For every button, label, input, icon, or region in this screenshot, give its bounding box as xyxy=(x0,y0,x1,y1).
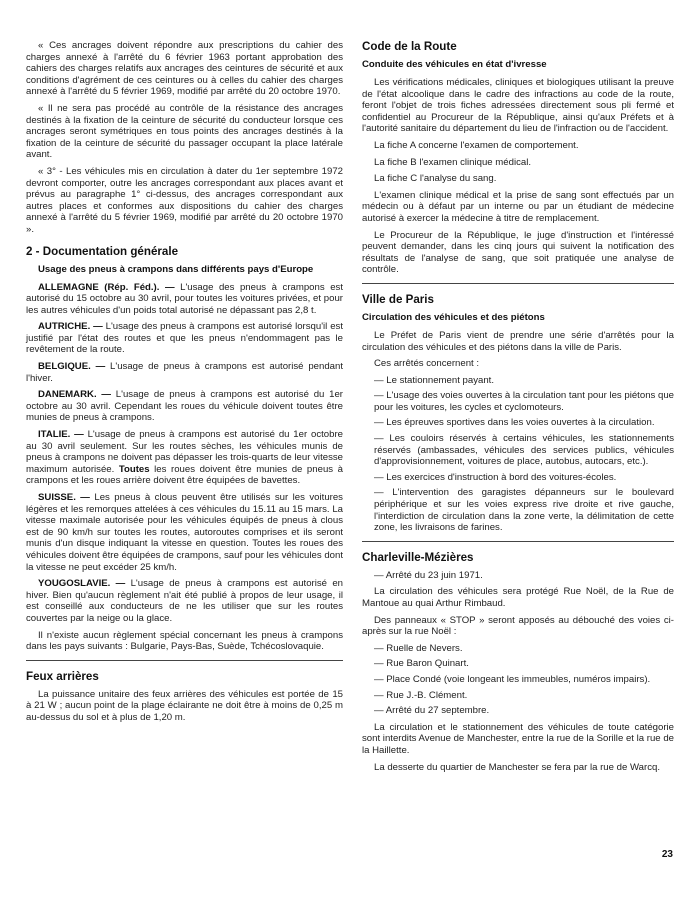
country-name: AUTRICHE. — xyxy=(38,321,103,333)
list-item: — Le stationnement payant. xyxy=(374,374,494,386)
country-paragraph-italie xyxy=(26,429,343,487)
country-text: L'usage de pneus à crampons est autorisé pendant l'hiver. xyxy=(26,361,344,384)
paragraph-fiche-c: La fiche C l'analyse du sang. xyxy=(374,173,497,185)
list-item: — Les exercices d'instruction à bord des voitures-écoles. xyxy=(374,471,617,483)
paragraph-avenue-manchester: La circulation et le stationnement des véhicules de toute catégorie sont interdits Avenue de Manchester, entre la rue de la Sorille et la rue de la Haillette. xyxy=(362,721,674,756)
paragraph-arrete-juin: — Arrêté du 23 juin 1971. xyxy=(374,569,483,581)
section-divider xyxy=(362,541,674,542)
country-name: DANEMARK. — xyxy=(38,389,111,401)
list-item: — Les couloirs réservés à certains véhicules, les stationnements réservés (ambassades, véhicules des services publics, véhicules d'approvisionnement, voitures de place, autobus, autocars, etc.). xyxy=(374,433,674,468)
country-paragraph-danemark xyxy=(26,389,343,424)
list-item: — Rue Baron Quinart. xyxy=(374,658,469,670)
section-heading-charleville: Charleville-Mézières xyxy=(362,550,474,564)
list-item: — Rue J.-B. Clément. xyxy=(374,689,468,701)
section-heading-code-route: Code de la Route xyxy=(362,40,457,53)
country-paragraph-suisse xyxy=(26,492,343,573)
subheading-circulation: Circulation des véhicules et des piétons xyxy=(362,311,545,323)
country-name: SUISSE. — xyxy=(38,492,90,503)
paragraph-controle-resistance: « Il ne sera pas procédé au contrôle de la résistance des ancrages destinés à la fixation de la ceinture de sécurité du conducteur lorsque ces ancrages seront symétriques en tous points des ancrages destinés à la fixation de la ceinture de sécurité du passager occupant la place latérale avant. xyxy=(26,102,343,161)
country-text: L'usage de pneus à crampons est autorisé en hiver. Bien qu'aucun règlement n'ait été publié à propos de leur usage, il est conseillé aux conducteurs de ne les utiliser que sur les routes couvertes par la neige ou la glace. xyxy=(26,578,344,624)
country-text: les roues doivent être munies de pneus à crampons et les roues arrière doivent être équipées de bavettes. xyxy=(26,463,343,487)
country-name: YOUGOSLAVIE. — xyxy=(38,578,126,590)
country-text: L'usage de pneus à crampons est autorisé du 1er octobre au 30 avril. Cependant les roues du véhicule doivent toutes être munies de pneus à crampons. xyxy=(26,389,344,424)
left-column xyxy=(26,40,343,729)
country-paragraph-belgique xyxy=(26,361,343,384)
paragraph-examen-clinique: L'examen clinique médical et la prise de sang sont effectués par un médecin ou à défaut par un interne ou par un étudiant de médecine autorisé à exercer la médecine à titre de remplacement. xyxy=(362,189,674,224)
paragraph-arretes-concernent: Ces arrêtés concernent : xyxy=(374,358,480,370)
list-item: — Les épreuves sportives dans les voies ouvertes à la circulation. xyxy=(374,417,655,429)
page-number: 23 xyxy=(661,849,673,861)
country-paragraph-allemagne xyxy=(26,282,343,317)
list-item: — Arrêté du 27 septembre. xyxy=(374,705,490,717)
section-divider xyxy=(362,283,674,284)
country-text: L'usage des pneus à crampons est autorisé du 15 octobre au 30 avril, pour toutes les voitures privées, et pour les autres véhicules d'un poids total autorisé ne dépassant pas 2,8 t. xyxy=(26,281,343,316)
paragraph-panneaux-stop: Des panneaux « STOP » seront apposés au débouché des voies ci-après sur la rue Noël : xyxy=(362,614,674,638)
subheading-pneus-crampons: Usage des pneus à crampons dans différents pays d'Europe xyxy=(38,263,314,275)
paragraph-feux-arrieres: La puissance unitaire des feux arrières des véhicules est portée de 15 à 21 W ; aucun point de la plage éclairante ne doit être à moins de 0,25 m au-dessus du sol et à plus de 1,20 m. xyxy=(26,688,343,723)
paragraph-fiche-b: La fiche B l'examen clinique médical. xyxy=(374,156,532,168)
section-divider xyxy=(26,660,343,661)
country-paragraph-autriche xyxy=(26,321,343,356)
section-heading-feux-arrieres: Feux arrières xyxy=(26,669,99,683)
arretes-list xyxy=(374,375,674,534)
list-item: — L'intervention des garagistes dépanneurs sur le boulevard périphérique et sur les voies express rive droite et rive gauche, l'interdiction de circulation dans la zone verte, la délimitation de cette zone, les livraisons de farines. xyxy=(374,487,674,534)
country-text-emphasis: Toutes xyxy=(118,463,150,475)
section-heading-documentation: 2 - Documentation générale xyxy=(26,244,179,258)
country-paragraph-yougoslavie xyxy=(26,578,343,624)
paragraph-ancrages-prescriptions: « Ces ancrages doivent répondre aux prescriptions du cahier des charges annexé à l'arrêté du 6 février 1963 portant approbation des cahiers des charges relatifs aux ancrages des ceintures de sécurité et aux conditions d'agrément de ces ceintures ou à celles du cahier des charges annexé à l'arrêté du 5 février 1969, modifié par arrêté du 20 octobre 1970. xyxy=(26,40,343,98)
right-column xyxy=(362,40,674,778)
list-item: — Ruelle de Nevers. xyxy=(374,642,463,654)
country-name: ITALIE. — xyxy=(38,429,84,441)
paragraph-aucun-reglement: Il n'existe aucun règlement spécial concernant les pneus à crampons dans les pays suivants : Bulgarie, Pays-Bas, Suède, Tchécoslovaquie. xyxy=(26,629,343,653)
paragraph-desserte: La desserte du quartier de Manchester se fera par la rue de Warcq. xyxy=(374,761,661,773)
paragraph-rue-noel: La circulation des véhicules sera protégé Rue Noël, de la Rue de Mantoue au quai Arthur Rimbaud. xyxy=(362,586,674,609)
paragraph-verifications: Les vérifications médicales, cliniques et biologiques utilisant la preuve de l'état alcoolique dans le cadre des infractions au code de la route, feront l'objet de trois fiches adressées directement sous pli fermé et confidentiel au Procureur de la République, ainsi qu'aux Préfets et à l'autorité sanitaire du département du lieu de l'infraction ou de l'accident. xyxy=(362,77,674,135)
paragraph-procureur: Le Procureur de la République, le juge d'instruction et l'intéressé peuvent demander, dans les cinq jours qui suivent la notification des résultats de l'analyse de sang, que soit pratiquée une analyse de contrôle. xyxy=(362,229,674,276)
paragraph-prefet-paris: Le Préfet de Paris vient de prendre une série d'arrêtés pour la circulation des véhicules et des piétons dans la ville de Paris. xyxy=(362,329,674,353)
list-item: — L'usage des voies ouvertes à la circulation tant pour les piétons que pour les voitures, les cycles et cyclomoteurs. xyxy=(374,390,674,413)
country-name: ALLEMAGNE (Rép. Féd.). — xyxy=(38,281,175,293)
list-item: — Place Condé (voie longeant les immeubles, numéros impairs). xyxy=(374,673,651,685)
subheading-conduite-ivresse: Conduite des véhicules en état d'ivresse xyxy=(362,59,547,70)
section-heading-ville-paris: Ville de Paris xyxy=(362,292,434,306)
country-name: BELGIQUE. — xyxy=(38,361,106,373)
paragraph-vehicules-1972: « 3° - Les véhicules mis en circulation à dater du 1er septembre 1972 devront comporter, outre les ancrages correspondant aux places avant et prévus au paragraphe 1° ci-dessus, des ancrages correspondant aux autres places et conformes aux dispositions du cahier des charges annexé à l'arrêté du 5 février 1969, modifié par arrêté du 20 octobre 1970 ». xyxy=(26,165,343,235)
streets-list xyxy=(374,643,674,717)
country-text: Les pneus à clous peuvent être utilisés sur les voitures légères et les remorques attelées à ces véhicules du 15.11 au 15 mars. La vitesse maximale autorisée pour les véhicules équipés de pneus à clous est de 90 km/h sur toutes les routes, autoroutes comprises et ils seront munis d'un disque indiquant la vitesse en question. Toutes les roues des véhicules doivent être équipées de crampons, sauf pour les véhicules dont la vitesse ne peut excéder 25 km/h. xyxy=(26,492,343,573)
paragraph-fiche-a: La fiche A concerne l'examen de comportement. xyxy=(374,139,579,151)
country-text: L'usage de pneus à crampons est autorisé du 1er octobre au 30 avril seulement. Sur les routes sèches, les véhicules munis de pneus à crampons ne doivent pas dépasser les trois-quarts de leur vitesse maximum autorisée. xyxy=(26,429,343,475)
country-text: L'usage des pneus à crampons est autorisé lorsqu'il est justifié par l'état des routes et que les pneus n'endommagent pas le revêtement de la route. xyxy=(26,321,343,356)
